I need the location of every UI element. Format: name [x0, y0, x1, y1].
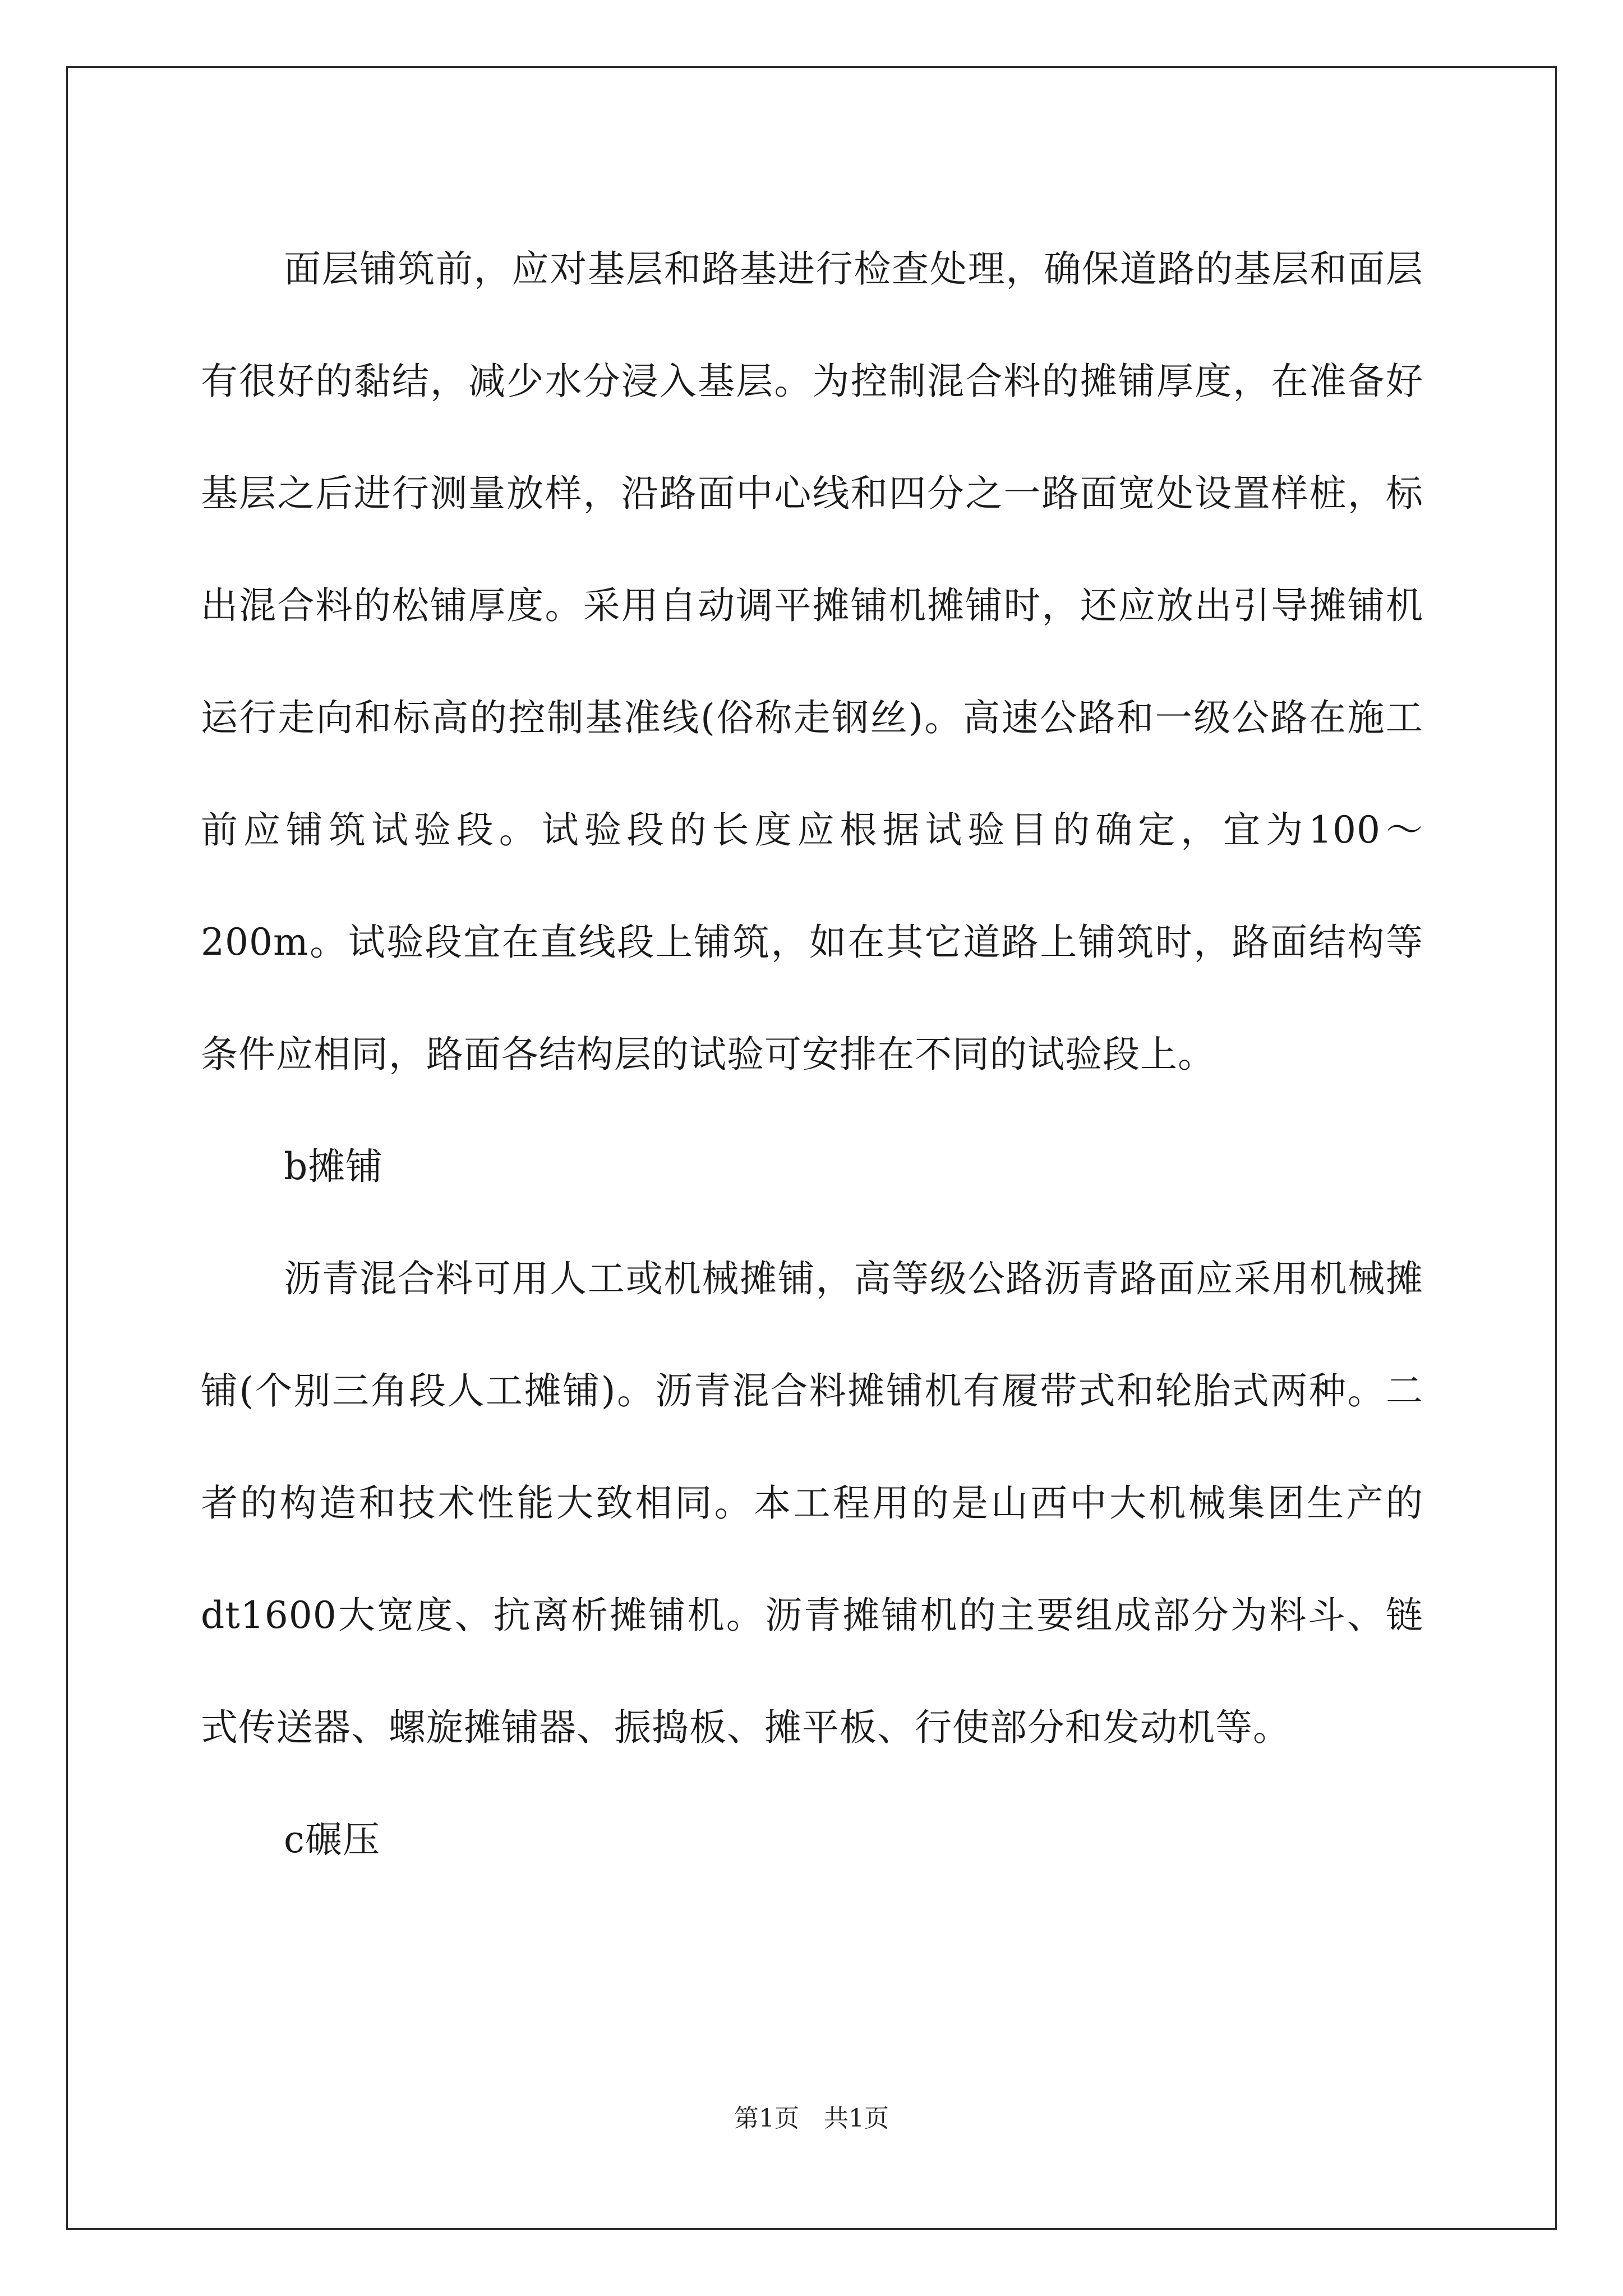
heading-b-paving: b摊铺	[284, 1145, 384, 1188]
heading-c-rolling: c碾压	[284, 1818, 380, 1861]
paragraph-paving: 沥青混合料可用人工或机械摊铺，高等级公路沥青路面应采用机械摊铺(个别三角段人工摊铺)。沥青混合料摊铺机有履带式和轮胎式两种。二者的构造和技术性能大致相同。本工程用的是山西中大机械集团生产的dt1600大宽度、抗离析摊铺机。沥青摊铺机的主要组成部分为料斗、链式传送器、螺旋摊铺器、振捣板、摊平板、行使部分和发动机等。	[201, 1257, 1423, 1749]
paragraph-surface-prep: 面层铺筑前，应对基层和路基进行检查处理，确保道路的基层和面层有很好的黏结，减少水分浸入基层。为控制混合料的摊铺厚度，在准备好基层之后进行测量放样，沿路面中心线和四分之一路面宽处设置样桩，标出混合料的松铺厚度。采用自动调平摊铺机摊铺时，还应放出引导摊铺机运行走向和标高的控制基准线(俗称走钢丝)。高速公路和一级公路在施工前应铺筑试验段。试验段的长度应根据试验目的确定，宜为100～200m。试验段宜在直线段上铺筑，如在其它道路上铺筑时，路面结构等条件应相同，路面各结构层的试验可安排在不同的试验段上。	[201, 247, 1423, 1076]
page-footer: 第1页 共1页	[734, 2104, 889, 2133]
document-body	[201, 213, 1423, 1896]
